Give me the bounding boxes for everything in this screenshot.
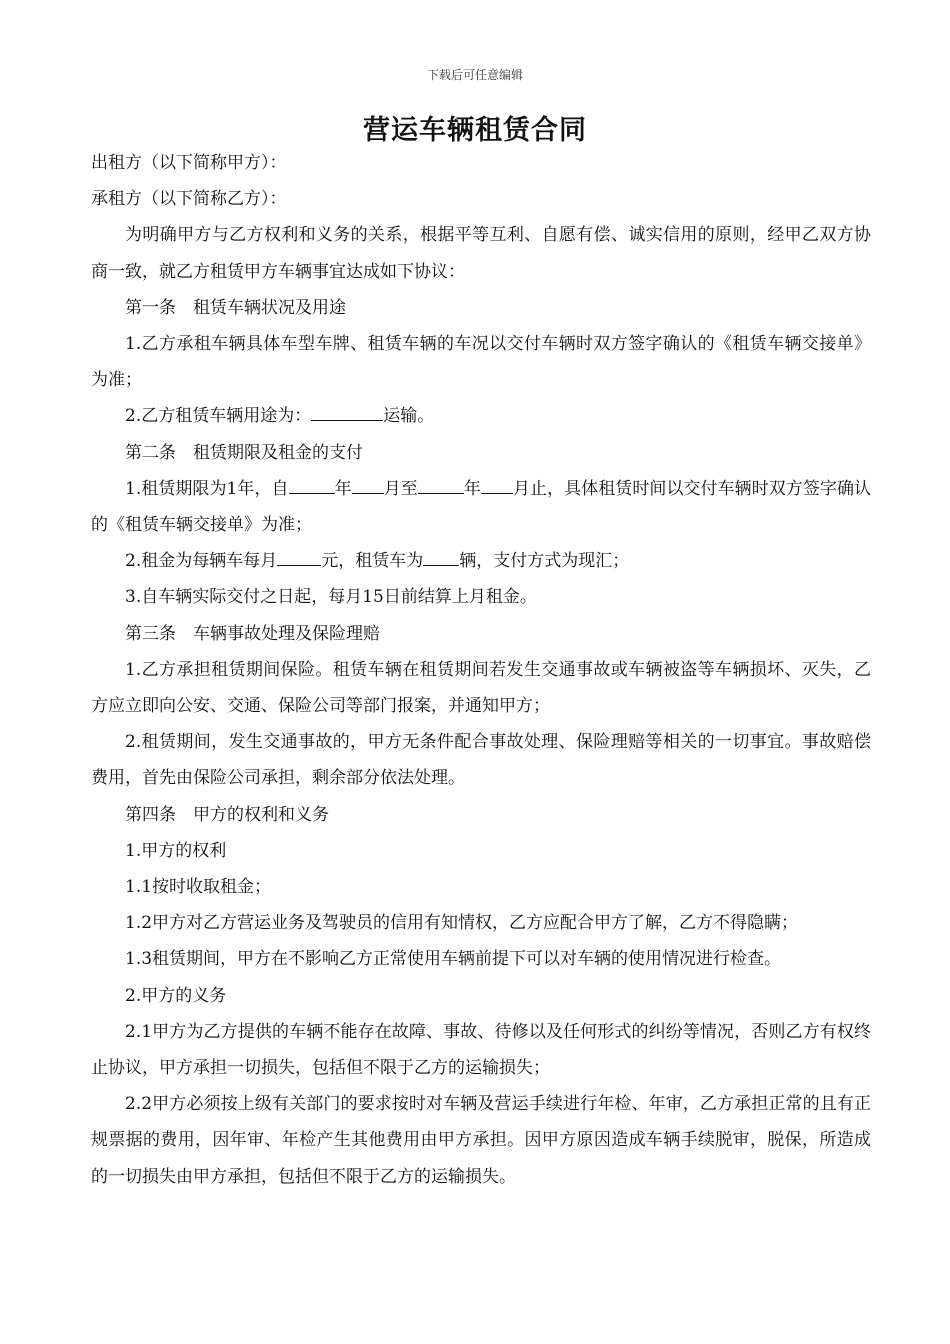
article-4-obligation-2: 2.2甲方必须按上级有关部门的要求按时对车辆及营运手续进行年检、年审，乙方承担正常的且有正规票据的费用，因年审、年检产生其他费用由甲方承担。因甲方原因造成车辆手续脱审，脱保，所造成的一切损失由甲方承担，包括但不限于乙方的运输损失。 [91, 1094, 871, 1187]
article-4-right-2: 1.2甲方对乙方营运业务及驾驶员的信用有知情权，乙方应配合甲方了解，乙方不得隐瞒； [125, 913, 799, 934]
clause-text: 元，租赁车为 [321, 551, 424, 572]
purpose-blank [311, 403, 383, 422]
rent-amount-blank [277, 547, 321, 566]
article-4-right-3: 1.3租赁期间，甲方在不影响乙方正常使用车辆前提下可以对车辆的使用情况进行检查。 [125, 949, 782, 970]
article-4-obligations: 2.甲方的义务 [125, 985, 227, 1006]
lessor-line: 出租方（以下简称甲方）： [91, 153, 287, 173]
article-2-clause-2 [91, 543, 871, 579]
article-2-heading: 第二条 租赁期限及租金的支付 [125, 442, 363, 463]
article-3-clause-1: 1.乙方承担租赁期间保险。租赁车辆在租赁期间若发生交通事故或车辆被盗等车辆损坏、灭失，乙方应立即向公安、交通、保险公司等部门报案，并通知甲方； [91, 659, 871, 717]
clause-text: 2.租金为每辆车每月 [125, 551, 278, 572]
preamble: 为明确甲方与乙方权利和义务的关系，根据平等互利、自愿有偿、诚实信用的原则，经甲乙双方协商一致，就乙方租赁甲方车辆事宜达成如下协议： [91, 225, 871, 282]
article-3-heading: 第三条 车辆事故处理及保险理赔 [125, 623, 380, 644]
start-month-blank [352, 475, 384, 494]
clause-text: 运输。 [383, 406, 435, 427]
page-header-note: 下载后可任意编辑 [426, 68, 523, 82]
article-1-clause-2 [91, 398, 871, 434]
clause-text: 年 [334, 478, 352, 499]
article-2-clause-1 [91, 471, 871, 543]
vehicle-count-blank [423, 547, 459, 566]
article-4-heading: 第四条 甲方的权利和义务 [125, 804, 329, 825]
article-2-clause-3: 3.自车辆实际交付之日起，每月15日前结算上月租金。 [125, 587, 537, 608]
clause-text: 辆，支付方式为现汇； [459, 551, 630, 572]
article-4-right-1: 1.1按时收取租金； [125, 877, 272, 898]
contract-body [91, 145, 871, 1195]
article-4-rights: 1.甲方的权利 [125, 840, 227, 861]
clause-text: 月止，具体租赁时间以交付车辆时双方签字确认的《租赁车辆交接单》为准； [91, 478, 872, 536]
start-year-blank [289, 475, 335, 494]
lessee-line: 承租方（以下简称乙方）： [91, 189, 287, 210]
clause-text: 2.乙方租赁车辆用途为： [125, 406, 312, 427]
clause-text: 1.租赁期限为1年，自 [125, 478, 289, 499]
end-month-blank [481, 475, 513, 494]
clause-text: 年 [463, 478, 481, 499]
article-3-clause-2: 2.租赁期间，发生交通事故的，甲方无条件配合事故处理、保险理赔等相关的一切事宜。事故赔偿费用，首先由保险公司承担，剩余部分依法处理。 [91, 732, 871, 789]
article-1-heading: 第一条 租赁车辆状况及用途 [125, 297, 346, 318]
end-year-blank [418, 475, 464, 494]
article-4-obligation-1: 2.1甲方为乙方提供的车辆不能存在故障、事故、待修以及任何形式的纠纷等情况，否则乙方有权终止协议，甲方承担一切损失，包括但不限于乙方的运输损失； [91, 1021, 871, 1079]
clause-text: 月至 [383, 478, 418, 499]
article-1-clause-1: 1.乙方承租车辆具体车型车牌、租赁车辆的车况以交付车辆时双方签字确认的《租赁车辆交接单》为准； [91, 334, 871, 391]
document-title: 营运车辆租赁合同 [363, 115, 587, 146]
